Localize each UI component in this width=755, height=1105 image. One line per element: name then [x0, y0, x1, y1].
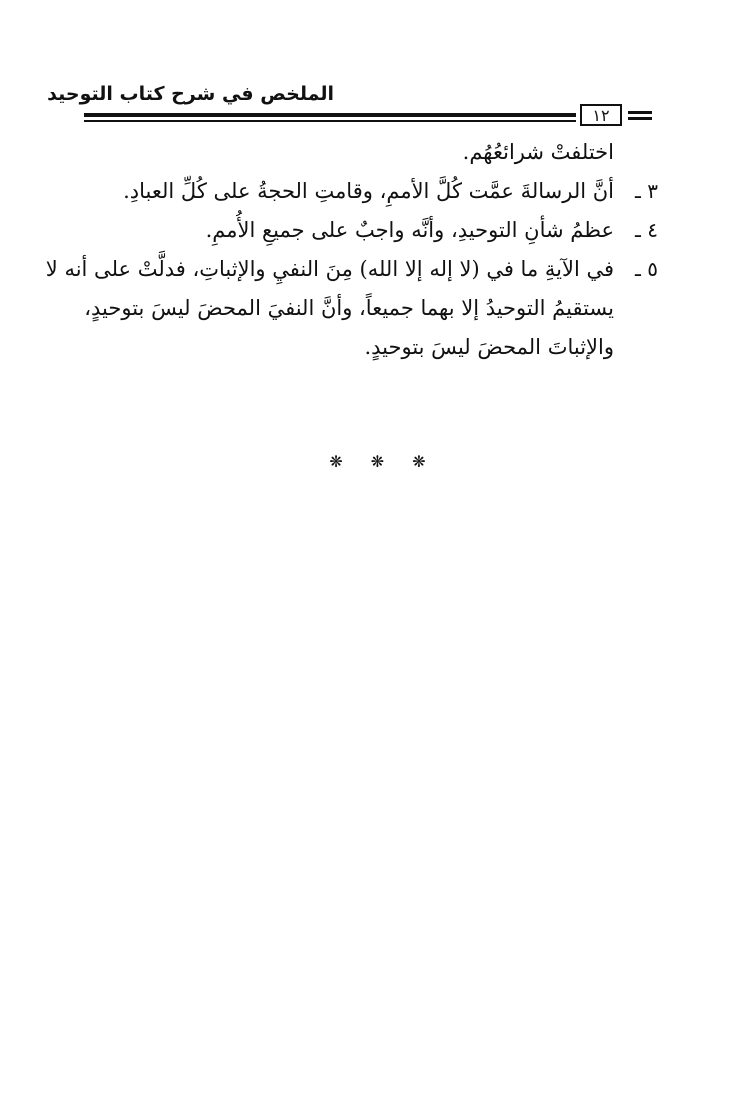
page-number-ornament — [628, 111, 652, 123]
running-header-title: الملخص في شرح كتاب التوحيد — [47, 83, 334, 105]
section-divider — [0, 452, 755, 471]
text-line — [84, 328, 658, 367]
text-line — [84, 133, 658, 172]
list-item-number: ٥ ـ — [635, 257, 658, 281]
list-item — [84, 211, 658, 250]
text-line — [84, 289, 658, 328]
page-number: ١٢ — [580, 104, 622, 126]
list-item-number: ٣ ـ — [635, 179, 658, 203]
header-rule-thin — [84, 120, 576, 122]
list-item-text: أنَّ الرسالةَ عمَّت كُلَّ الأممِ، وقامتِ الحجةُ على كُلِّ العبادِ. — [123, 179, 614, 203]
list-item-number: ٤ ـ — [635, 218, 658, 242]
divider-star-icon: ❋ — [412, 452, 426, 471]
divider-star-icon: ❋ — [329, 452, 343, 471]
list-item — [45, 250, 658, 289]
list-item-text: عظمُ شأنِ التوحيدِ، وأنَّه واجبٌ على جميعِ الأُممِ. — [205, 218, 614, 242]
header-rule — [84, 113, 576, 117]
body-text — [45, 133, 658, 367]
divider-star-icon: ❋ — [370, 452, 385, 471]
line-text: اختلفتْ شرائعُهُم. — [462, 140, 614, 164]
line-text: والإثباتَ المحضَ ليسَ بتوحيدٍ. — [364, 335, 614, 359]
line-text: يستقيمُ التوحيدُ إلا بهما جميعاً، وأنَّ النفيَ المحضَ ليسَ بتوحيدٍ، — [84, 296, 614, 320]
list-item — [84, 172, 658, 211]
list-item-text: في الآيةِ ما في (لا إله إلا الله) مِنَ النفيِ والإثباتِ، فدلَّتْ على أنه لا — [45, 257, 614, 281]
